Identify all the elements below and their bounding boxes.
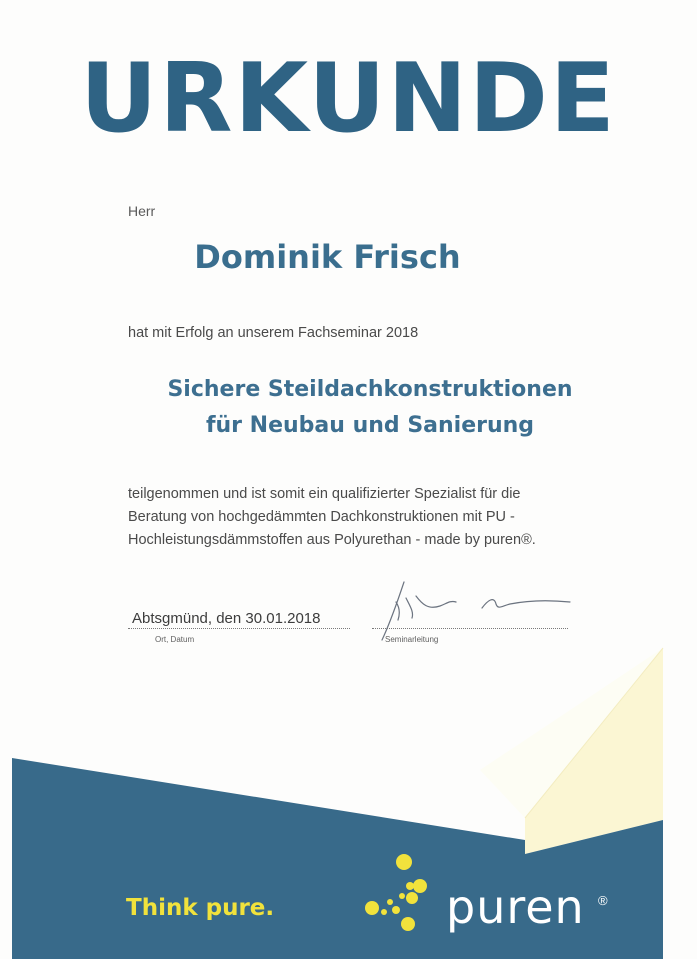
registered-mark: ®	[598, 893, 608, 908]
signature-dotted-line	[372, 628, 568, 629]
puren-logo-text: puren	[446, 880, 585, 934]
slogan: Think pure.	[126, 895, 275, 921]
recipient-name: Dominik Frisch	[194, 238, 461, 276]
certificate-title: URKUNDE	[80, 44, 617, 154]
insulation-slab-graphic	[0, 640, 697, 959]
place-date-dotted-line	[128, 628, 350, 629]
body-line-3: Hochleistungsdämmstoffen aus Polyurethan - made by puren®.	[128, 532, 536, 548]
seminar-title	[0, 372, 697, 444]
intro-line: hat mit Erfolg an unserem Fachseminar 2018	[128, 325, 419, 341]
salutation: Herr	[128, 203, 156, 219]
place-date-caption: Ort, Datum	[155, 635, 195, 644]
puren-logo-mark	[362, 852, 442, 937]
signature-caption: Seminarleitung	[385, 635, 439, 644]
seminar-title-line1: Sichere Steildachkonstruktionen	[167, 377, 573, 402]
place-date: Abtsgmünd, den 30.01.2018	[132, 610, 321, 627]
body-line-2: Beratung von hochgedämmten Dachkonstruktionen mit PU -	[128, 509, 515, 525]
body-text	[128, 483, 598, 552]
seminar-title-line2: für Neubau und Sanierung	[205, 413, 535, 438]
body-line-1: teilgenommen und ist somit ein qualifizierter Spezialist für die	[128, 486, 521, 502]
